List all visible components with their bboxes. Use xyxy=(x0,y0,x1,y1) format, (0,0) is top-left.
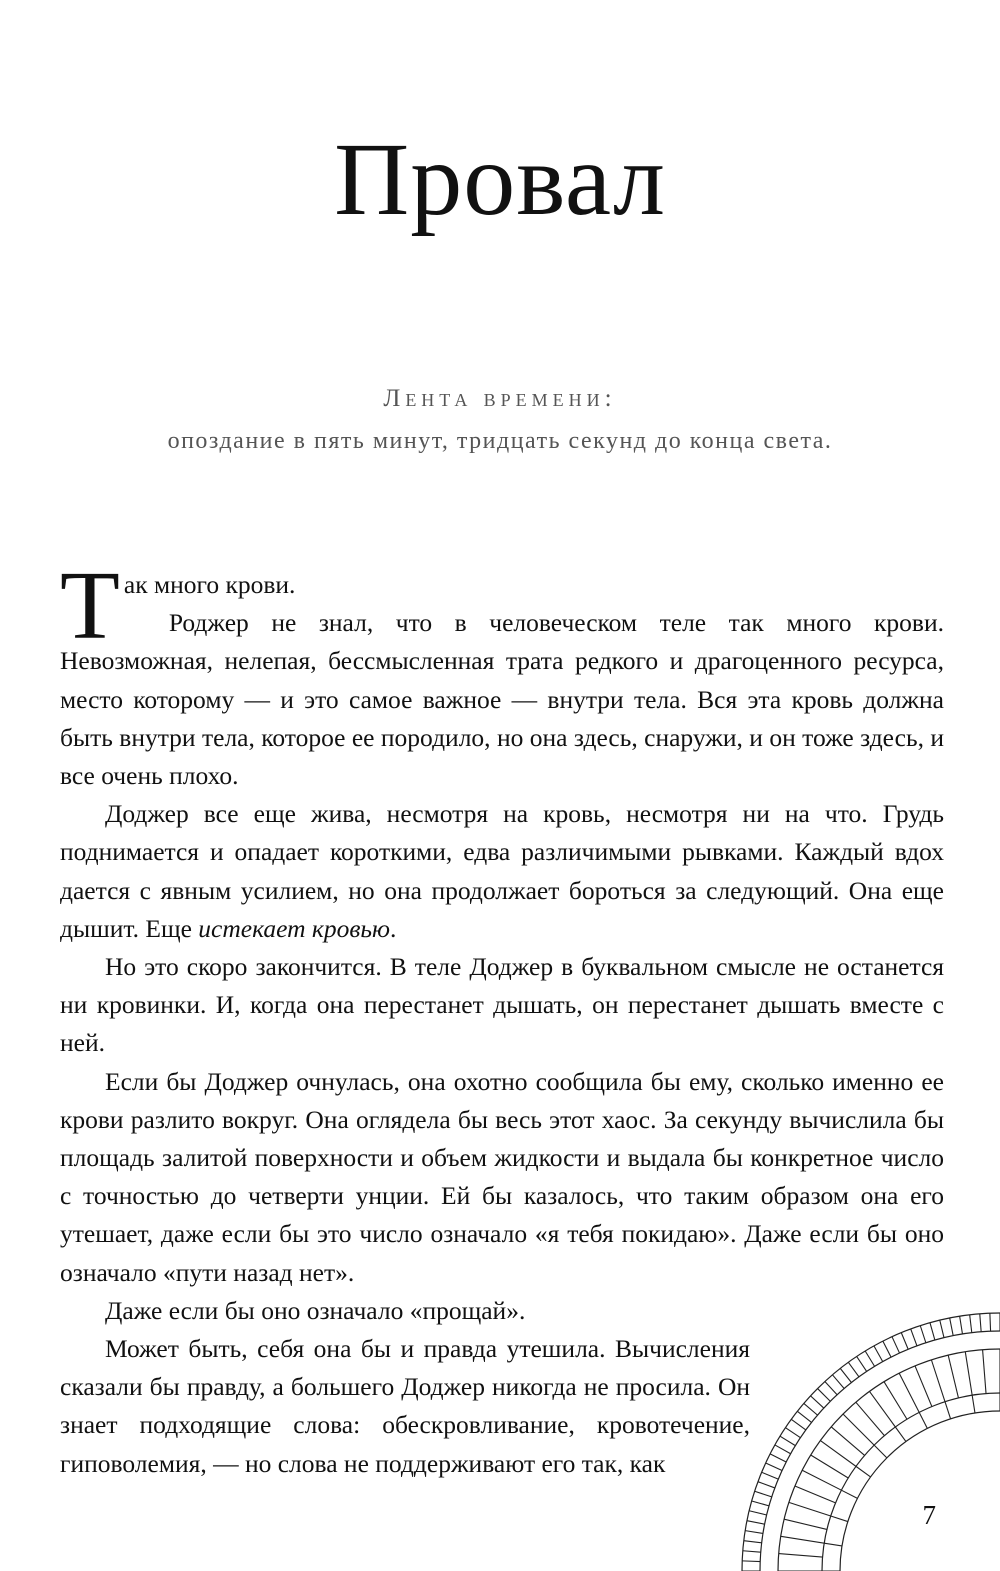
paragraph-1 xyxy=(60,552,944,660)
paragraph-3-end: . xyxy=(389,913,397,943)
paragraph-1-text: ак много крови. xyxy=(123,570,296,599)
paragraph-3-text: Доджер все еще жива, несмотря на кровь, несмотря ни на что. Грудь поднимается и опадает короткими, едва различимыми рывками. Каждый вдох дается с явным усилием, но она продолжает бороться за следующий. Она еще дышит. Еще xyxy=(60,799,944,943)
drop-cap: Т xyxy=(60,552,120,660)
timeline-text: опоздание в пять минут, тридцать секунд до конца света. xyxy=(167,428,833,454)
paragraph-7: Может быть, себя она бы и правда утешила. Вычисления сказали бы правду, а большего Доджер никогда не просила. Он знает подходящие слова: обескровливание, кровотечение, гиповолемия, — но слова не поддерживают его так, как xyxy=(60,1334,750,1478)
paragraph-4: Но это скоро закончится. В теле Доджер в буквальном смысле не останется ни кровинки. И, когда она перестанет дышать, он перестанет дышать вместе с ней. xyxy=(60,952,944,1058)
paragraph-3 xyxy=(60,795,944,948)
timeline-heading: Лента времени: xyxy=(383,385,617,412)
paragraph-5: Если бы Доджер очнулась, она охотно сообщила бы ему, сколько именно ее крови разлито вокруг. Она оглядела бы весь этот хаос. За секунду вычислила бы площадь залитой поверхности и объем жидкости и выдала бы конкретное число с точностью до четверти унции. Ей бы казалось, что таким образом она его утешает, даже если бы это число означало «я тебя покидаю». Даже если бы оно означало «пути назад нет». xyxy=(60,1066,944,1287)
paragraph-2: Роджер не знал, что в человеческом теле так много крови. Невозможная, нелепая, бессмысленная трата редкого и драгоценного ресурса, место которому — и это самое важное — внутри тела. Вся эта кровь должна быть внутри тела, которое ее породило, но она здесь, снаружи, и он тоже здесь, и все очень плохо. xyxy=(60,608,944,791)
paragraph-3-italic: истекает кровью xyxy=(198,913,390,943)
paragraph-6: Даже если бы оно означало «прощай». xyxy=(105,1295,526,1325)
clock-dial-ornament-icon xyxy=(740,1311,1000,1571)
page-number: 7 xyxy=(922,1500,936,1530)
chapter-title: Провал xyxy=(334,122,666,237)
timeline-epigraph xyxy=(0,384,1000,456)
